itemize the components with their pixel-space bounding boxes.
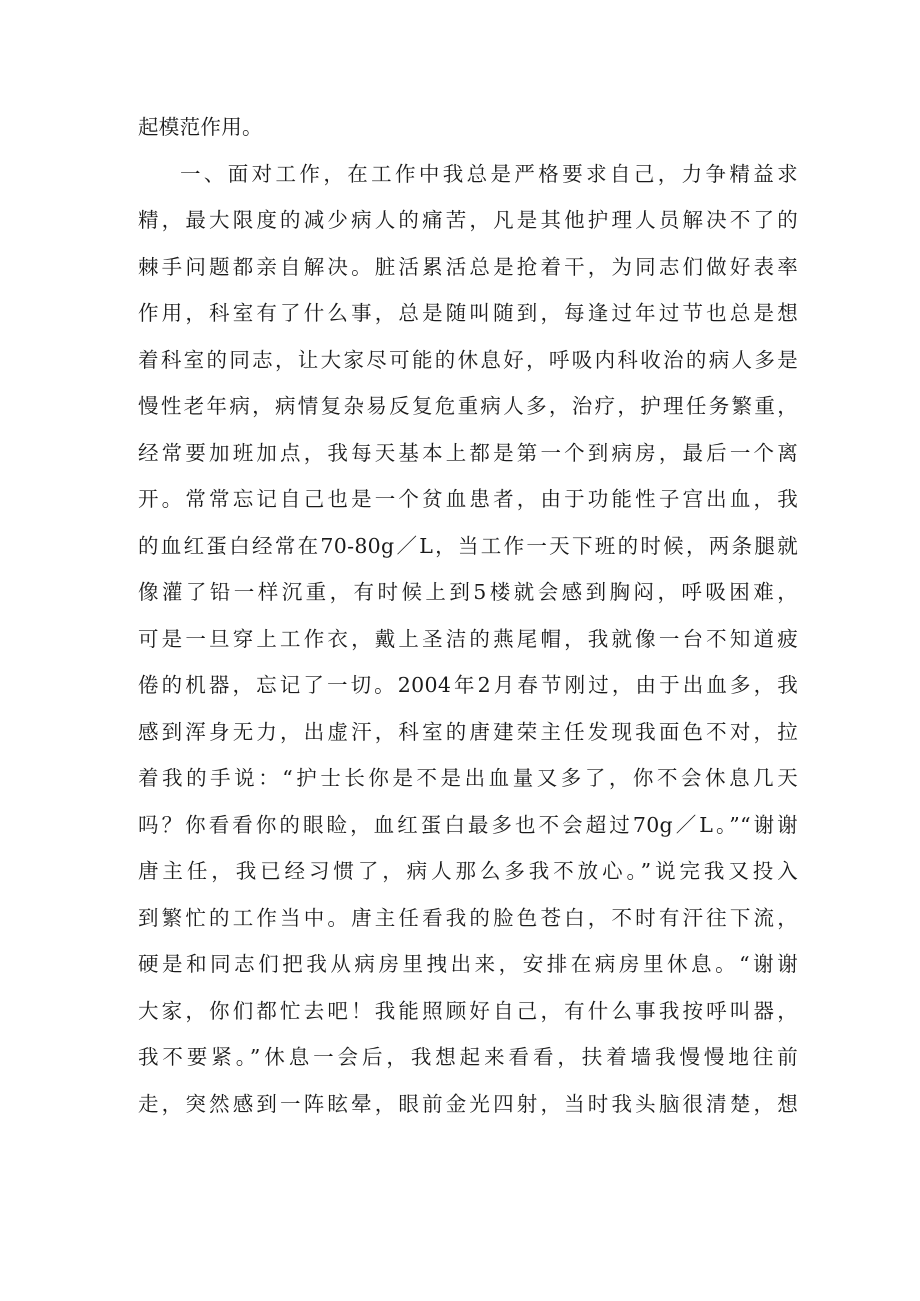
text-line: 硬是和同志们把我从病房里拽出来，安排在病房里休息。“谢谢 bbox=[138, 952, 798, 976]
text-line: 经常要加班加点，我每天基本上都是第一个到病房，最后一个离 bbox=[138, 440, 798, 465]
text-line: 大家，你们都忙去吧！我能照顾好自己，有什么事我按呼叫器， bbox=[138, 998, 798, 1023]
text-line: 精，最大限度的减少病人的痛苦，凡是其他护理人员解决不了的 bbox=[138, 208, 798, 232]
text-line: 着科室的同志，让大家尽可能的休息好，呼吸内科收治的病人多是 bbox=[138, 347, 798, 372]
text-line: 像灌了铅一样沉重，有时候上到5楼就会感到胸闷，呼吸困难， bbox=[138, 580, 798, 604]
text-line: 感到浑身无力，出虚汗，科室的唐建荣主任发现我面色不对，拉 bbox=[138, 719, 798, 744]
text-line: 倦的机器，忘记了一切。2004年2月春节刚过，由于出血多，我 bbox=[138, 673, 798, 697]
text-line: 走，突然感到一阵眩晕，眼前金光四射，当时我头脑很清楚，想 bbox=[138, 1091, 798, 1116]
text-line: 的血红蛋白经常在70-80g／L，当工作一天下班的时候，两条腿就 bbox=[138, 533, 798, 558]
text-line: 着我的手说：“护士长你是不是出血量又多了，你不会休息几天 bbox=[138, 766, 798, 790]
text-line: 我不要紧。”休息一会后，我想起来看看，扶着墙我慢慢地往前 bbox=[138, 1045, 798, 1069]
text-line: 可是一旦穿上工作衣，戴上圣洁的燕尾帽，我就像一台不知道疲 bbox=[138, 626, 798, 651]
text-line: 一、面对工作，在工作中我总是严格要求自己，力争精益求 bbox=[180, 161, 798, 186]
text-line: 起模范作用。 bbox=[138, 115, 263, 139]
text-line: 唐主任，我已经习惯了，病人那么多我不放心。”说完我又投入 bbox=[138, 859, 798, 883]
text-line: 开。常常忘记自己也是一个贫血患者，由于功能性子宫出血，我 bbox=[138, 487, 798, 511]
text-line: 吗？你看看你的眼睑，血红蛋白最多也不会超过70g／L。”“谢谢 bbox=[138, 812, 798, 837]
text-line: 棘手问题都亲自解决。脏活累活总是抢着干，为同志们做好表率 bbox=[138, 254, 798, 279]
text-line: 作用，科室有了什么事，总是随叫随到，每逢过年过节也总是想 bbox=[138, 301, 798, 325]
document-body bbox=[138, 104, 798, 1127]
text-line: 慢性老年病，病情复杂易反复危重病人多，治疗，护理任务繁重， bbox=[138, 394, 798, 418]
text-line: 到繁忙的工作当中。唐主任看我的脸色苍白，不时有汗往下流， bbox=[138, 905, 798, 930]
